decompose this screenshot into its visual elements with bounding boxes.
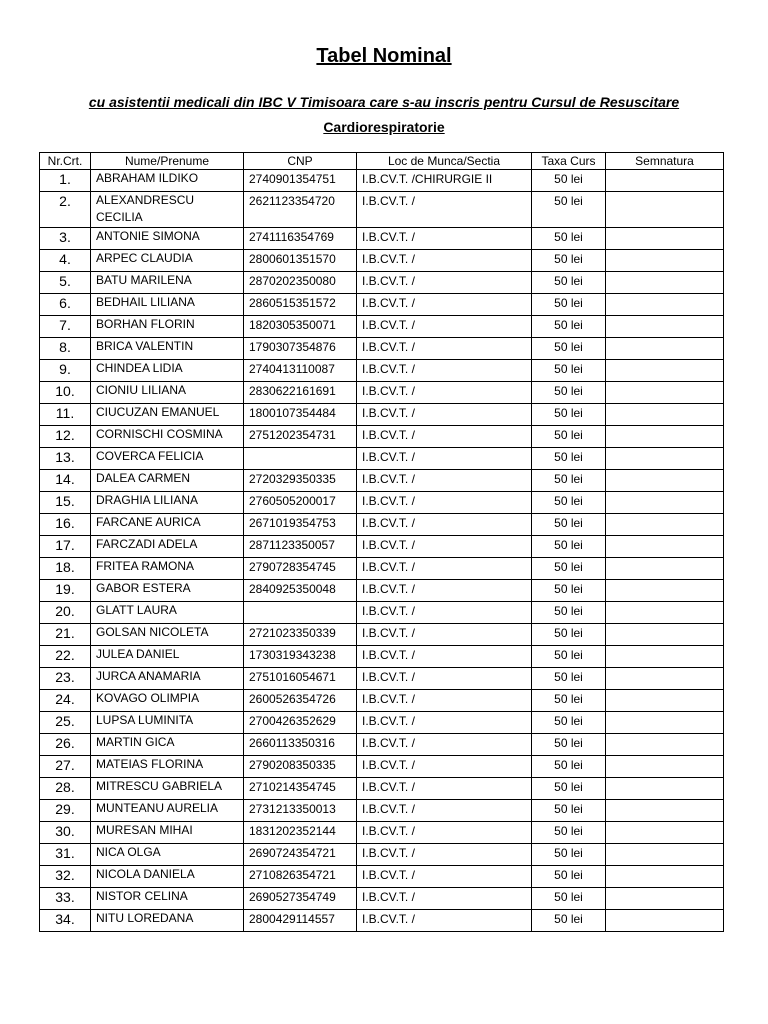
table-row — [40, 250, 724, 272]
row-semnatura — [606, 316, 724, 338]
row-number: 1. — [40, 170, 91, 192]
row-name: ANTONIE SIMONA — [91, 228, 244, 250]
row-name: MITRESCU GABRIELA — [91, 778, 244, 800]
row-taxa: 50 lei — [532, 822, 606, 844]
row-taxa: 50 lei — [532, 192, 606, 228]
table-header-row — [40, 153, 724, 170]
row-taxa: 50 lei — [532, 272, 606, 294]
table-body — [40, 170, 724, 932]
row-loc: I.B.CV.T. / — [357, 624, 532, 646]
row-cnp: 2660113350316 — [244, 734, 357, 756]
row-cnp: 2751202354731 — [244, 426, 357, 448]
row-number: 33. — [40, 888, 91, 910]
table-row — [40, 602, 724, 624]
row-taxa: 50 lei — [532, 778, 606, 800]
row-cnp: 2731213350013 — [244, 800, 357, 822]
header-loc: Loc de Munca/Sectia — [357, 153, 532, 170]
row-semnatura — [606, 888, 724, 910]
table-row — [40, 316, 724, 338]
table-row — [40, 558, 724, 580]
row-cnp: 2741116354769 — [244, 228, 357, 250]
row-cnp: 1730319343238 — [244, 646, 357, 668]
row-semnatura — [606, 272, 724, 294]
header-nr: Nr.Crt. — [40, 153, 91, 170]
row-number: 11. — [40, 404, 91, 426]
row-loc: I.B.CV.T. / — [357, 360, 532, 382]
document-title: Tabel Nominal — [316, 45, 452, 67]
row-name: FRITEA RAMONA — [91, 558, 244, 580]
row-taxa: 50 lei — [532, 712, 606, 734]
row-loc: I.B.CV.T. / — [357, 514, 532, 536]
row-semnatura — [606, 294, 724, 316]
row-name: NITU LOREDANA — [91, 910, 244, 932]
row-taxa: 50 lei — [532, 602, 606, 624]
row-number: 26. — [40, 734, 91, 756]
row-loc: I.B.CV.T. / — [357, 536, 532, 558]
table-row — [40, 536, 724, 558]
row-name: JULEA DANIEL — [91, 646, 244, 668]
row-semnatura — [606, 404, 724, 426]
row-name: GABOR ESTERA — [91, 580, 244, 602]
row-semnatura — [606, 228, 724, 250]
table-row — [40, 470, 724, 492]
row-semnatura — [606, 536, 724, 558]
row-number: 15. — [40, 492, 91, 514]
row-number: 28. — [40, 778, 91, 800]
table-row — [40, 866, 724, 888]
row-number: 29. — [40, 800, 91, 822]
row-taxa: 50 lei — [532, 558, 606, 580]
registration-table — [39, 152, 724, 932]
row-name: FARCANE AURICA — [91, 514, 244, 536]
row-cnp: 2871123350057 — [244, 536, 357, 558]
row-cnp — [244, 602, 357, 624]
row-name: NISTOR CELINA — [91, 888, 244, 910]
row-semnatura — [606, 866, 724, 888]
row-semnatura — [606, 734, 724, 756]
row-name: NICOLA DANIELA — [91, 866, 244, 888]
row-loc: I.B.CV.T. / — [357, 470, 532, 492]
table-row — [40, 294, 724, 316]
row-number: 3. — [40, 228, 91, 250]
row-loc: I.B.CV.T. / — [357, 800, 532, 822]
table-row — [40, 734, 724, 756]
table-row — [40, 822, 724, 844]
table-row — [40, 800, 724, 822]
row-number: 31. — [40, 844, 91, 866]
row-loc: I.B.CV.T. / — [357, 690, 532, 712]
row-loc: I.B.CV.T. / — [357, 250, 532, 272]
row-semnatura — [606, 778, 724, 800]
row-number: 20. — [40, 602, 91, 624]
row-name: MUNTEANU AURELIA — [91, 800, 244, 822]
row-loc: I.B.CV.T. / — [357, 910, 532, 932]
table-row — [40, 778, 724, 800]
row-number: 22. — [40, 646, 91, 668]
row-loc: I.B.CV.T. / — [357, 294, 532, 316]
row-name: ABRAHAM ILDIKO — [91, 170, 244, 192]
row-loc: I.B.CV.T. / — [357, 426, 532, 448]
row-number: 2. — [40, 192, 91, 228]
row-number: 27. — [40, 756, 91, 778]
row-taxa: 50 lei — [532, 844, 606, 866]
row-loc: I.B.CV.T. / — [357, 558, 532, 580]
header-name: Nume/Prenume — [91, 153, 244, 170]
table-row — [40, 448, 724, 470]
row-cnp: 2690527354749 — [244, 888, 357, 910]
row-loc: I.B.CV.T. / — [357, 712, 532, 734]
row-number: 18. — [40, 558, 91, 580]
row-number: 12. — [40, 426, 91, 448]
table-row — [40, 404, 724, 426]
row-taxa: 50 lei — [532, 382, 606, 404]
row-loc: I.B.CV.T. / — [357, 844, 532, 866]
row-cnp: 2720329350335 — [244, 470, 357, 492]
row-number: 9. — [40, 360, 91, 382]
row-name: GLATT LAURA — [91, 602, 244, 624]
row-name: MURESAN MIHAI — [91, 822, 244, 844]
row-number: 4. — [40, 250, 91, 272]
row-semnatura — [606, 690, 724, 712]
row-loc: I.B.CV.T. / — [357, 404, 532, 426]
row-name: BATU MARILENA — [91, 272, 244, 294]
row-semnatura — [606, 844, 724, 866]
row-semnatura — [606, 192, 724, 228]
row-taxa: 50 lei — [532, 866, 606, 888]
table-row — [40, 844, 724, 866]
row-semnatura — [606, 514, 724, 536]
row-taxa: 50 lei — [532, 228, 606, 250]
row-cnp — [244, 448, 357, 470]
row-number: 25. — [40, 712, 91, 734]
row-name: NICA OLGA — [91, 844, 244, 866]
row-semnatura — [606, 492, 724, 514]
row-cnp: 2710826354721 — [244, 866, 357, 888]
row-loc: I.B.CV.T. / — [357, 382, 532, 404]
document-subtitle — [40, 90, 728, 140]
row-number: 8. — [40, 338, 91, 360]
row-name: KOVAGO OLIMPIA — [91, 690, 244, 712]
row-number: 7. — [40, 316, 91, 338]
row-cnp: 2800429114557 — [244, 910, 357, 932]
row-loc: I.B.CV.T. / — [357, 448, 532, 470]
row-cnp: 1831202352144 — [244, 822, 357, 844]
row-taxa: 50 lei — [532, 426, 606, 448]
header-semnatura: Semnatura — [606, 153, 724, 170]
row-number: 6. — [40, 294, 91, 316]
row-loc: I.B.CV.T. / — [357, 822, 532, 844]
subtitle-line-1: cu asistentii medicali din IBC V Timisoara care s-au inscris pentru Cursul de Resuscitare — [88, 94, 680, 110]
row-taxa: 50 lei — [532, 448, 606, 470]
row-number: 23. — [40, 668, 91, 690]
row-number: 24. — [40, 690, 91, 712]
table-row — [40, 668, 724, 690]
row-name: LUPSA LUMINITA — [91, 712, 244, 734]
row-loc: I.B.CV.T. / — [357, 192, 532, 228]
row-cnp: 2860515351572 — [244, 294, 357, 316]
row-taxa: 50 lei — [532, 800, 606, 822]
row-loc: I.B.CV.T. / — [357, 888, 532, 910]
row-taxa: 50 lei — [532, 514, 606, 536]
row-taxa: 50 lei — [532, 170, 606, 192]
table-row — [40, 360, 724, 382]
row-loc: I.B.CV.T. / — [357, 734, 532, 756]
row-loc: I.B.CV.T. / — [357, 338, 532, 360]
subtitle-line-2: Cardiorespiratorie — [323, 119, 445, 135]
row-number: 13. — [40, 448, 91, 470]
row-semnatura — [606, 338, 724, 360]
row-taxa: 50 lei — [532, 888, 606, 910]
table-row — [40, 382, 724, 404]
row-taxa: 50 lei — [532, 404, 606, 426]
row-loc: I.B.CV.T. / — [357, 272, 532, 294]
row-semnatura — [606, 712, 724, 734]
row-number: 21. — [40, 624, 91, 646]
row-name: MATEIAS FLORINA — [91, 756, 244, 778]
row-cnp: 2800601351570 — [244, 250, 357, 272]
row-taxa: 50 lei — [532, 756, 606, 778]
row-semnatura — [606, 558, 724, 580]
row-semnatura — [606, 448, 724, 470]
row-name: BEDHAIL LILIANA — [91, 294, 244, 316]
row-name: COVERCA FELICIA — [91, 448, 244, 470]
row-cnp: 2840925350048 — [244, 580, 357, 602]
row-name: CIONIU LILIANA — [91, 382, 244, 404]
row-loc: I.B.CV.T. / — [357, 492, 532, 514]
row-semnatura — [606, 580, 724, 602]
row-taxa: 50 lei — [532, 646, 606, 668]
row-number: 32. — [40, 866, 91, 888]
table-row — [40, 888, 724, 910]
row-name: ARPEC CLAUDIA — [91, 250, 244, 272]
row-taxa: 50 lei — [532, 338, 606, 360]
row-taxa: 50 lei — [532, 492, 606, 514]
row-semnatura — [606, 756, 724, 778]
row-loc: I.B.CV.T. / — [357, 228, 532, 250]
row-number: 10. — [40, 382, 91, 404]
row-semnatura — [606, 910, 724, 932]
row-loc: I.B.CV.T. / — [357, 668, 532, 690]
row-number: 14. — [40, 470, 91, 492]
row-cnp: 2700426352629 — [244, 712, 357, 734]
row-name: CIUCUZAN EMANUEL — [91, 404, 244, 426]
table-row — [40, 492, 724, 514]
row-name: DRAGHIA LILIANA — [91, 492, 244, 514]
row-semnatura — [606, 470, 724, 492]
row-name: BRICA VALENTIN — [91, 338, 244, 360]
row-taxa: 50 lei — [532, 536, 606, 558]
row-semnatura — [606, 800, 724, 822]
row-number: 19. — [40, 580, 91, 602]
row-semnatura — [606, 360, 724, 382]
row-name: CHINDEA LIDIA — [91, 360, 244, 382]
row-taxa: 50 lei — [532, 910, 606, 932]
row-taxa: 50 lei — [532, 470, 606, 492]
table-row — [40, 338, 724, 360]
row-cnp: 2690724354721 — [244, 844, 357, 866]
row-number: 17. — [40, 536, 91, 558]
row-cnp: 2870202350080 — [244, 272, 357, 294]
row-semnatura — [606, 602, 724, 624]
row-cnp: 2740413110087 — [244, 360, 357, 382]
header-cnp: CNP — [244, 153, 357, 170]
row-name: ALEXANDRESCU CECILIA — [91, 192, 244, 228]
row-cnp: 2600526354726 — [244, 690, 357, 712]
row-taxa: 50 lei — [532, 250, 606, 272]
row-taxa: 50 lei — [532, 734, 606, 756]
row-cnp: 2721023350339 — [244, 624, 357, 646]
row-cnp: 2790728354745 — [244, 558, 357, 580]
row-cnp: 2830622161691 — [244, 382, 357, 404]
table-row — [40, 426, 724, 448]
row-semnatura — [606, 382, 724, 404]
row-semnatura — [606, 426, 724, 448]
table-row — [40, 624, 724, 646]
row-semnatura — [606, 822, 724, 844]
row-name: JURCA ANAMARIA — [91, 668, 244, 690]
table-row — [40, 514, 724, 536]
row-name: GOLSAN NICOLETA — [91, 624, 244, 646]
row-taxa: 50 lei — [532, 580, 606, 602]
table-row — [40, 170, 724, 192]
row-taxa: 50 lei — [532, 668, 606, 690]
row-cnp: 2790208350335 — [244, 756, 357, 778]
row-semnatura — [606, 668, 724, 690]
table-row — [40, 580, 724, 602]
row-name: BORHAN FLORIN — [91, 316, 244, 338]
table-row — [40, 756, 724, 778]
row-number: 16. — [40, 514, 91, 536]
row-number: 5. — [40, 272, 91, 294]
row-loc: I.B.CV.T. /CHIRURGIE II — [357, 170, 532, 192]
row-loc: I.B.CV.T. / — [357, 316, 532, 338]
row-number: 34. — [40, 910, 91, 932]
row-cnp: 2671019354753 — [244, 514, 357, 536]
row-name: FARCZADI ADELA — [91, 536, 244, 558]
row-taxa: 50 lei — [532, 294, 606, 316]
row-cnp: 2621123354720 — [244, 192, 357, 228]
row-cnp: 1790307354876 — [244, 338, 357, 360]
row-semnatura — [606, 646, 724, 668]
row-semnatura — [606, 250, 724, 272]
row-cnp: 2760505200017 — [244, 492, 357, 514]
row-loc: I.B.CV.T. / — [357, 602, 532, 624]
row-cnp: 1800107354484 — [244, 404, 357, 426]
row-taxa: 50 lei — [532, 690, 606, 712]
table-row — [40, 272, 724, 294]
header-taxa: Taxa Curs — [532, 153, 606, 170]
row-cnp: 2710214354745 — [244, 778, 357, 800]
table-row — [40, 192, 724, 228]
row-taxa: 50 lei — [532, 316, 606, 338]
row-loc: I.B.CV.T. / — [357, 778, 532, 800]
row-semnatura — [606, 170, 724, 192]
table-row — [40, 646, 724, 668]
row-cnp: 1820305350071 — [244, 316, 357, 338]
table-row — [40, 910, 724, 932]
table-row — [40, 228, 724, 250]
row-loc: I.B.CV.T. / — [357, 580, 532, 602]
row-name: DALEA CARMEN — [91, 470, 244, 492]
row-loc: I.B.CV.T. / — [357, 866, 532, 888]
row-loc: I.B.CV.T. / — [357, 756, 532, 778]
row-taxa: 50 lei — [532, 624, 606, 646]
row-name: MARTIN GICA — [91, 734, 244, 756]
row-number: 30. — [40, 822, 91, 844]
row-loc: I.B.CV.T. / — [357, 646, 532, 668]
row-cnp: 2751016054671 — [244, 668, 357, 690]
row-name: CORNISCHI COSMINA — [91, 426, 244, 448]
table-row — [40, 712, 724, 734]
row-cnp: 2740901354751 — [244, 170, 357, 192]
row-semnatura — [606, 624, 724, 646]
table-row — [40, 690, 724, 712]
row-taxa: 50 lei — [532, 360, 606, 382]
